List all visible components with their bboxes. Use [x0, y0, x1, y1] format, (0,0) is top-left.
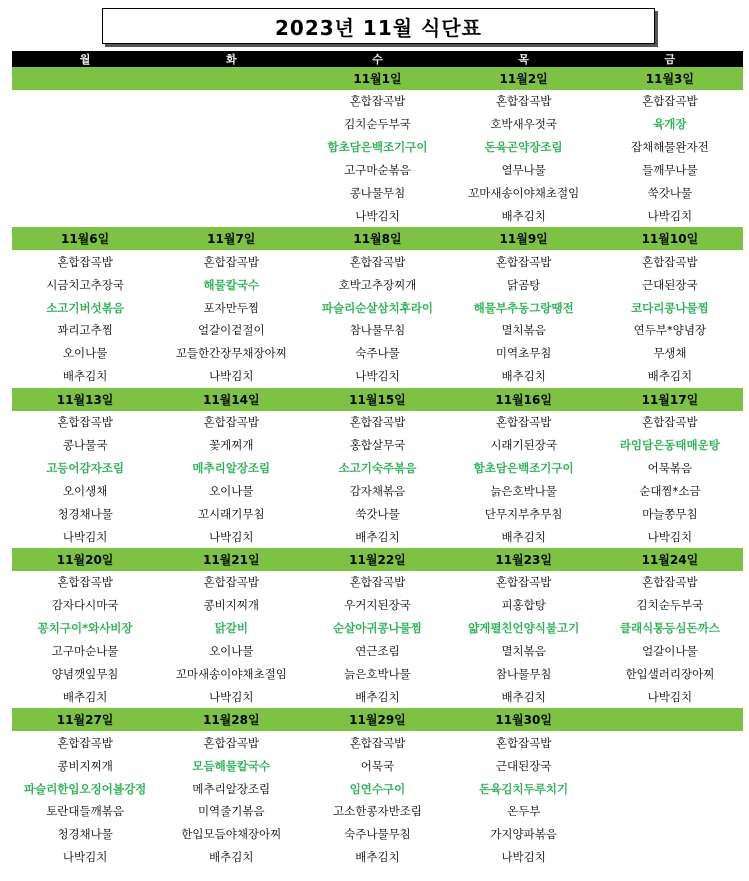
- menu-item: 근대된장국: [495, 758, 552, 773]
- menu-item: 고소한콩자반조림: [333, 804, 422, 819]
- menu-item-row: [12, 434, 743, 457]
- menu-item-row: [12, 479, 743, 502]
- menu-item-main-dish: 라임담은동태매운탕: [619, 438, 720, 453]
- menu-item-row: [12, 617, 743, 640]
- menu-item-main-dish: 순살아귀콩나물찜: [333, 621, 422, 636]
- date-cell: 11월9일: [451, 227, 597, 250]
- menu-item-row: [12, 136, 743, 159]
- menu-item: 시래기된장국: [490, 438, 557, 453]
- menu-item-main-dish: 얇게펼친언양식불고기: [468, 621, 580, 636]
- menu-item: 오이나물: [209, 483, 254, 498]
- menu-item-row: [12, 754, 743, 777]
- date-row: [12, 67, 743, 90]
- menu-item: 콩비지찌개: [203, 598, 260, 613]
- menu-item: 고구마순볶음: [344, 163, 411, 178]
- menu-item: 한입모듬야채장아찌: [181, 827, 282, 842]
- menu-item: [158, 159, 304, 182]
- menu-item: [12, 204, 158, 227]
- menu-item: 청경채나물: [57, 827, 113, 842]
- menu-item: [597, 754, 743, 777]
- menu-item: 배추김치: [355, 689, 400, 704]
- menu-item-row: [12, 411, 743, 434]
- menu-item-main-dish: 임연수구이: [349, 781, 406, 796]
- menu-item: 혼합잡곡밥: [495, 415, 552, 430]
- menu-item: 나박김치: [355, 208, 400, 223]
- menu-item: [597, 846, 743, 869]
- menu-item: [12, 113, 158, 136]
- menu-item-main-dish: 소고기숙주볶음: [338, 460, 417, 475]
- menu-item-row: [12, 685, 743, 708]
- menu-item: 나박김치: [647, 208, 693, 223]
- menu-item: 나박김치: [62, 529, 108, 544]
- date-cell: [597, 708, 743, 731]
- date-cell: 11월23일: [451, 548, 597, 571]
- menu-item: 배추김치: [62, 369, 108, 384]
- date-cell: 11월10일: [597, 227, 743, 250]
- menu-item: 홍합살무국: [349, 438, 406, 453]
- menu-item-row: [12, 365, 743, 388]
- menu-item: 연두부*양념장: [633, 323, 707, 338]
- menu-item: 쑥갓나물: [647, 186, 693, 200]
- menu-item: 미역초무침: [495, 346, 552, 361]
- menu-item: 메추리알장조림: [192, 781, 271, 796]
- date-row: [12, 388, 743, 411]
- page-title: 2023년 11월 식단표: [102, 8, 655, 44]
- menu-item: 혼합잡곡밥: [203, 415, 260, 430]
- date-cell: 11월29일: [304, 708, 450, 731]
- menu-item: 혼합잡곡밥: [349, 254, 406, 269]
- menu-item: 닭곰탕: [506, 277, 541, 292]
- menu-item: 한입샐러리장아찌: [625, 667, 715, 682]
- menu-item: 나박김치: [647, 689, 693, 704]
- menu-item: 늙은호박나물: [344, 667, 411, 682]
- date-cell: 11월7일: [158, 227, 304, 250]
- menu-table: [12, 51, 743, 869]
- menu-item: 열무나물: [501, 163, 546, 178]
- date-cell: 11월30일: [451, 708, 597, 731]
- menu-item: 혼합잡곡밥: [642, 575, 698, 590]
- menu-item-main-dish: 코다리콩나물찜: [630, 300, 709, 315]
- menu-item-row: [12, 250, 743, 273]
- menu-item: 혼합잡곡밥: [495, 735, 552, 750]
- menu-item: 혼합잡곡밥: [57, 254, 113, 269]
- menu-item: 호박새우젓국: [490, 117, 557, 132]
- menu-item: 혼합잡곡밥: [57, 415, 113, 430]
- menu-item: 김치순두부국: [344, 117, 411, 132]
- menu-item: 어묵볶음: [647, 460, 693, 475]
- menu-item-row: [12, 296, 743, 319]
- menu-item-row: [12, 571, 743, 594]
- menu-item: 고구마순나물: [51, 644, 119, 659]
- menu-item-main-dish: 육개장: [653, 117, 687, 132]
- menu-item-row: [12, 113, 743, 136]
- date-cell: 11월27일: [12, 708, 158, 731]
- menu-item: 단무지부추무침: [484, 506, 563, 521]
- menu-item: 미역줄기볶음: [197, 804, 265, 819]
- menu-item: 쑥갓나물: [355, 506, 400, 521]
- menu-item: [12, 182, 158, 205]
- menu-item: 감자다시마국: [51, 598, 119, 613]
- date-cell: 11월20일: [12, 548, 158, 571]
- menu-body: [12, 67, 743, 869]
- menu-item-main-dish: 닭갈비: [214, 621, 248, 636]
- menu-item: [158, 136, 304, 159]
- menu-item: [597, 731, 743, 754]
- menu-item: 마늘쫑무침: [642, 506, 698, 521]
- menu-item-row: [12, 502, 743, 525]
- menu-item: 혼합잡곡밥: [57, 735, 113, 750]
- menu-item-row: [12, 846, 743, 869]
- menu-item: [158, 90, 304, 113]
- menu-item-row: [12, 273, 743, 296]
- menu-item-row: [12, 90, 743, 113]
- date-cell: [158, 67, 304, 90]
- weekday-header-row: [12, 51, 743, 67]
- menu-item-row: [12, 182, 743, 205]
- menu-item: 혼합잡곡밥: [203, 575, 260, 590]
- menu-item-main-dish: 클래식통등심돈까스: [619, 621, 720, 636]
- menu-item: 들깨무나물: [642, 163, 698, 178]
- menu-item: [158, 113, 304, 136]
- date-cell: [12, 67, 158, 90]
- menu-item-main-dish: 파슬리한입오징어볼강정: [23, 781, 147, 796]
- menu-item: 혼합잡곡밥: [495, 94, 552, 109]
- menu-item-main-dish: 돈육곤약장조림: [484, 140, 563, 155]
- menu-item: 토란대들깨볶음: [46, 804, 124, 819]
- menu-item: 잡채해물완자전: [630, 140, 709, 155]
- menu-item: 숙주나물무침: [344, 827, 411, 842]
- date-cell: 11월17일: [597, 388, 743, 411]
- menu-item: 나박김치: [501, 850, 546, 865]
- menu-item: 혼합잡곡밥: [495, 254, 552, 269]
- date-row: [12, 708, 743, 731]
- menu-item: 나박김치: [355, 369, 400, 384]
- weekday-thu: 목: [451, 51, 597, 67]
- menu-item: 꼬마새송이야채초절임: [468, 186, 580, 200]
- menu-item: 호박고추장찌개: [338, 277, 417, 292]
- menu-item-main-dish: 메추리알장조림: [192, 460, 271, 475]
- menu-item: 배추김치: [501, 369, 546, 384]
- weekday-wed: 수: [304, 51, 450, 67]
- menu-item: 얼갈이나물: [642, 644, 698, 659]
- menu-item: 혼합잡곡밥: [57, 575, 113, 590]
- menu-item: [158, 182, 304, 205]
- menu-item: 콩나물국: [62, 438, 108, 453]
- menu-item: 꽈리고추찜: [57, 323, 113, 338]
- menu-item: 나박김치: [647, 529, 693, 544]
- menu-item-main-dish: 고등어감자조림: [46, 460, 124, 475]
- menu-item: 얼갈이겉절이: [197, 323, 265, 338]
- date-cell: 11월16일: [451, 388, 597, 411]
- menu-item: 배추김치: [501, 208, 546, 223]
- menu-item: 양념깻잎무침: [51, 667, 119, 682]
- date-cell: 11월24일: [597, 548, 743, 571]
- menu-item: 나박김치: [62, 850, 108, 865]
- menu-item: 늙은호박나물: [490, 483, 557, 498]
- menu-item: 가지양파볶음: [490, 827, 557, 842]
- menu-item: 꼬시래기무침: [197, 506, 265, 521]
- menu-item-main-dish: 돈육김치두루치기: [479, 781, 569, 796]
- menu-item: [597, 823, 743, 846]
- menu-item-row: [12, 594, 743, 617]
- date-cell: 11월15일: [304, 388, 450, 411]
- menu-item: [12, 136, 158, 159]
- menu-item: 혼합잡곡밥: [642, 254, 698, 269]
- date-cell: 11월1일: [304, 67, 450, 90]
- date-cell: 11월21일: [158, 548, 304, 571]
- menu-item-row: [12, 663, 743, 686]
- menu-item: 무생채: [653, 346, 687, 361]
- date-cell: 11월28일: [158, 708, 304, 731]
- menu-item-row: [12, 456, 743, 479]
- menu-item: 혼합잡곡밥: [642, 415, 698, 430]
- date-cell: 11월6일: [12, 227, 158, 250]
- menu-item: 순대찜*소금: [639, 483, 701, 498]
- date-cell: 11월8일: [304, 227, 450, 250]
- menu-item: 숙주나물: [355, 346, 400, 361]
- menu-item: 꽃게찌개: [209, 438, 254, 453]
- menu-item: 참나물무침: [349, 323, 406, 338]
- date-row: [12, 548, 743, 571]
- menu-item-row: [12, 204, 743, 227]
- menu-item: [158, 204, 304, 227]
- menu-item: 오이생채: [62, 483, 108, 498]
- menu-item: 혼합잡곡밥: [349, 735, 406, 750]
- menu-item: 배추김치: [355, 529, 400, 544]
- menu-item: 오이나물: [209, 644, 254, 659]
- weekday-tue: 화: [158, 51, 304, 67]
- menu-item: 온두부: [506, 804, 541, 819]
- menu-item: 멸치볶음: [501, 644, 546, 659]
- menu-item: 시금치고추장국: [46, 277, 124, 292]
- menu-item: [597, 800, 743, 823]
- menu-item: 꼬마새송이야채초절임: [175, 667, 287, 682]
- menu-item-main-dish: 파슬리순살삼치후라이: [321, 300, 434, 315]
- menu-item: 멸치볶음: [501, 323, 546, 338]
- menu-item-main-dish: 함초담은백조기구이: [327, 140, 428, 155]
- menu-item: 연근조림: [355, 644, 400, 659]
- menu-item: [12, 159, 158, 182]
- menu-item-main-dish: 함초담은백조기구이: [473, 460, 574, 475]
- menu-item: 배추김치: [209, 850, 254, 865]
- menu-item: 피홍합탕: [501, 598, 546, 613]
- menu-item: 어묵국: [360, 758, 395, 773]
- menu-item-row: [12, 159, 743, 182]
- menu-item: 나박김치: [209, 369, 254, 384]
- date-cell: 11월13일: [12, 388, 158, 411]
- menu-item: 배추김치: [501, 529, 546, 544]
- menu-item: 콩비지찌개: [57, 758, 113, 773]
- menu-item: 근대된장국: [642, 277, 698, 292]
- menu-item: 나박김치: [209, 689, 254, 704]
- menu-item: 콩나물무침: [349, 186, 406, 200]
- menu-item-row: [12, 640, 743, 663]
- menu-item-row: [12, 731, 743, 754]
- menu-item-main-dish: 해물부추동그랑땡전: [473, 300, 574, 315]
- menu-item: 우거지된장국: [344, 598, 411, 613]
- menu-item: 혼합잡곡밥: [642, 94, 698, 109]
- menu-item-main-dish: 소고기버섯볶음: [46, 300, 124, 315]
- menu-item: 꼬들한간장무채장아찌: [175, 346, 287, 361]
- weekday-mon: 월: [12, 51, 158, 67]
- menu-item-row: [12, 823, 743, 846]
- menu-item: 배추김치: [355, 850, 400, 865]
- menu-item: 배추김치: [62, 689, 108, 704]
- menu-item: 오이나물: [62, 346, 108, 361]
- menu-item: 혼합잡곡밥: [349, 94, 406, 109]
- date-cell: 11월2일: [451, 67, 597, 90]
- date-cell: 11월22일: [304, 548, 450, 571]
- menu-item-main-dish: 해물칼국수: [203, 277, 260, 292]
- date-cell: 11월3일: [597, 67, 743, 90]
- menu-item-row: [12, 319, 743, 342]
- weekday-fri: 금: [597, 51, 743, 67]
- menu-item: [597, 777, 743, 800]
- menu-item: 참나물무침: [495, 667, 552, 682]
- menu-item: 김치순두부국: [636, 598, 704, 613]
- date-row: [12, 227, 743, 250]
- menu-item-main-dish: 모듬해물칼국수: [192, 758, 271, 773]
- menu-item: 혼합잡곡밥: [203, 735, 260, 750]
- menu-item: 나박김치: [209, 529, 254, 544]
- menu-item: 혼합잡곡밥: [495, 575, 552, 590]
- date-cell: 11월14일: [158, 388, 304, 411]
- menu-item: 청경채나물: [57, 506, 113, 521]
- menu-item: 혼합잡곡밥: [349, 575, 406, 590]
- menu-item: 감자채볶음: [349, 483, 406, 498]
- menu-item: 포자만두찜: [203, 300, 260, 315]
- menu-item-row: [12, 777, 743, 800]
- menu-item: 혼합잡곡밥: [349, 415, 406, 430]
- menu-item: [12, 90, 158, 113]
- menu-item: 배추김치: [647, 369, 693, 384]
- menu-item: 혼합잡곡밥: [203, 254, 260, 269]
- menu-item-main-dish: 꽁치구이*와사비장: [37, 621, 133, 636]
- menu-item-row: [12, 800, 743, 823]
- menu-item-row: [12, 342, 743, 365]
- menu-item-row: [12, 525, 743, 548]
- menu-item: 배추김치: [501, 689, 546, 704]
